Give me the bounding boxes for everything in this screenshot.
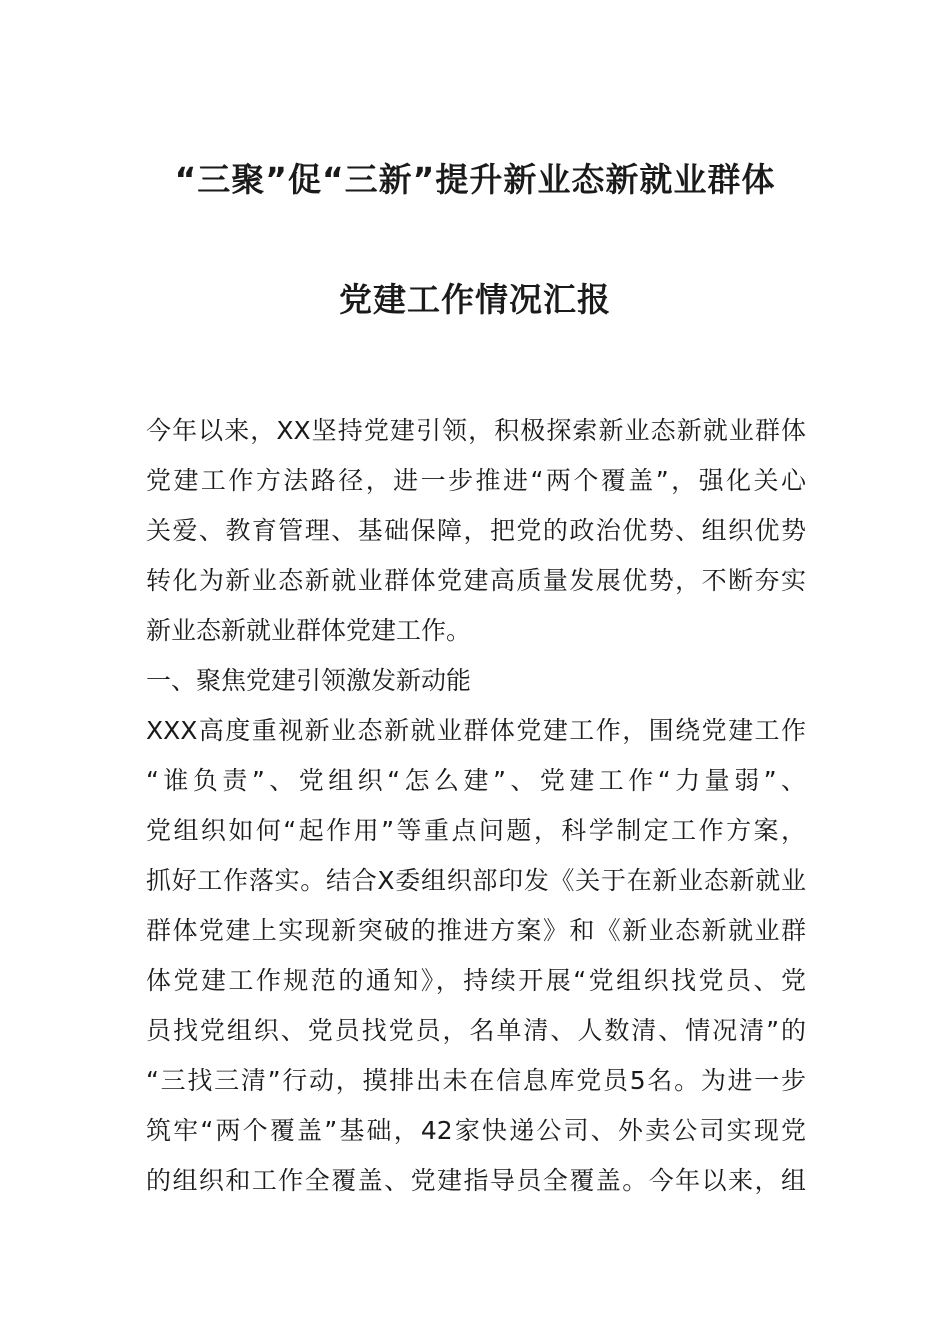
section-heading-1: 一、聚焦党建引领激发新动能 <box>146 666 472 695</box>
paragraph-line-15: 筑牢“两个覆盖”基础，42家快递公司、外卖公司实现党 <box>146 1116 806 1145</box>
document-body <box>146 406 806 1206</box>
paragraph-line-11: 群体党建上实现新突破的推进方案》和《新业态新就业群 <box>146 916 806 945</box>
paragraph-line-12: 体党建工作规范的通知》，持续开展“党组织找党员、党 <box>146 966 806 995</box>
document-title-line-1: “三聚”促“三新”提升新业态新就业群体 <box>174 160 776 199</box>
paragraph-line-10: 抓好工作落实。结合X委组织部印发《关于在新业态新就业 <box>146 866 806 895</box>
paragraph-line-3: 关爱、教育管理、基础保障，把党的政治优势、组织优势 <box>146 516 806 545</box>
paragraph-line-7: XXX高度重视新业态新就业群体党建工作，围绕党建工作 <box>146 716 806 745</box>
paragraph-line-16: 的组织和工作全覆盖、党建指导员全覆盖。今年以来，组 <box>146 1166 806 1195</box>
paragraph-line-2: 党建工作方法路径，进一步推进“两个覆盖”，强化关心 <box>146 466 806 495</box>
paragraph-line-14: “三找三清”行动，摸排出未在信息库党员5名。为进一步 <box>146 1066 806 1095</box>
paragraph-line-1: 今年以来，XX坚持党建引领，积极探索新业态新就业群体 <box>146 416 806 445</box>
paragraph-line-8: “谁负责”、党组织“怎么建”、党建工作“力量弱”、 <box>146 766 806 795</box>
paragraph-line-9: 党组织如何“起作用”等重点问题，科学制定工作方案， <box>146 816 806 845</box>
paragraph-line-4: 转化为新业态新就业群体党建高质量发展优势，不断夯实 <box>146 566 806 595</box>
document-title-line-2: 党建工作情况汇报 <box>339 280 611 319</box>
paragraph-line-13: 员找党组织、党员找党员，名单清、人数清、情况清”的 <box>146 1016 806 1045</box>
paragraph-line-5: 新业态新就业群体党建工作。 <box>146 616 472 645</box>
